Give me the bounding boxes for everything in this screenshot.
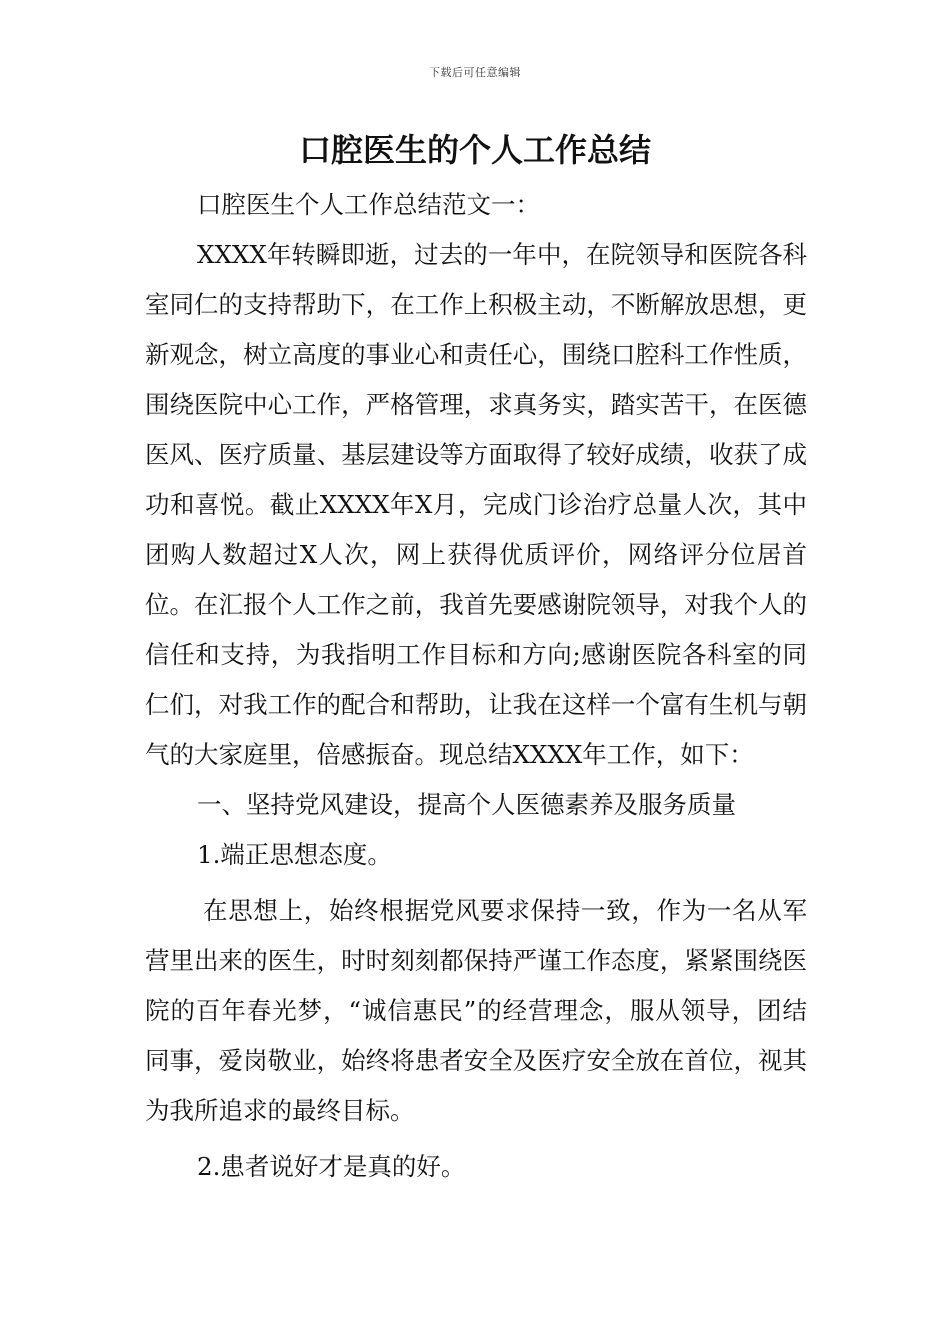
section-heading-1: 一、坚持党风建设，提高个人医德素养及服务质量 — [197, 790, 736, 819]
paragraph-summary: XXXX年转瞬即逝，过去的一年中，在院领导和医院各科室同仁的支持帮助下，在工作上积极主动，不断解放思想，更新观念，树立高度的事业心和责任心，围绕口腔科工作性质，围绕医院中心工作，严格管理，求真务实，踏实苦干，在医德医风、医疗质量、基层建设等方面取得了较好成绩，收获了成功和喜悦。截止XXXX年X月，完成门诊治疗总量人次，其中团购人数超过X人次，网上获得优质评价，网络评分位居首位。在汇报个人工作之前，我首先要感谢院领导，对我个人的信任和支持，为我指明工作目标和方向;感谢医院各科室的同仁们，对我工作的配合和帮助，让我在这样一个富有生机与朝气的大家庭里，倍感振奋。现总结XXXX年工作，如下： — [145, 240, 807, 769]
paragraph-intro: 口腔医生个人工作总结范文一： — [197, 190, 540, 219]
paragraph-attitude: 在思想上，始终根据党风要求保持一致，作为一名从军营里出来的医生，时时刻刻都保持严谨工作态度，紧紧围绕医院的百年春光梦，“诚信惠民”的经营理念，服从领导，团结同事，爱岗敬业，始终将患者安全及医疗安全放在首位，视其为我所追求的最终目标。 — [145, 896, 807, 1125]
subheading-1: 1.端正思想态度。 — [197, 840, 392, 869]
header-note: 下载后可任意编辑 — [429, 66, 521, 79]
subheading-2: 2.患者说好才是真的好。 — [197, 1152, 466, 1181]
document-title: 口腔医生的个人工作总结 — [298, 131, 651, 169]
document-body — [145, 180, 807, 1192]
